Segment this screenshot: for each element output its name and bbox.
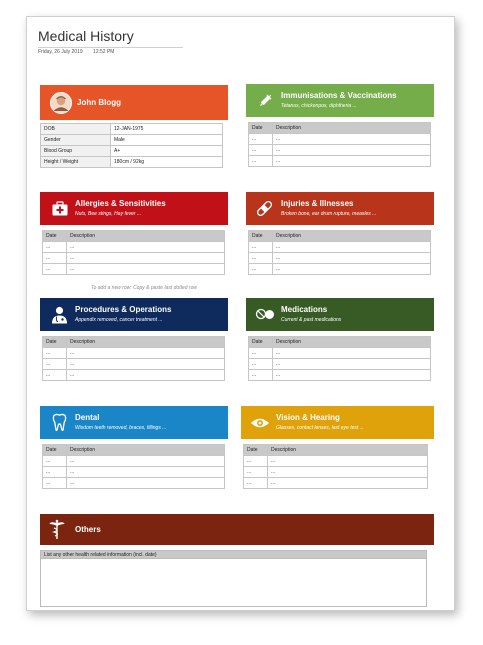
- table-row: [244, 456, 428, 467]
- date-header: Date: [244, 445, 268, 456]
- description-header: Description: [273, 231, 431, 242]
- immunisations-banner: [246, 84, 434, 117]
- table-header-row: [43, 445, 225, 456]
- date-header: Date: [43, 231, 67, 242]
- description-cell[interactable]: ...: [268, 478, 428, 489]
- allergies-banner: [40, 192, 228, 225]
- description-cell[interactable]: ...: [67, 242, 225, 253]
- table-row: [249, 242, 431, 253]
- vision-title: Vision & Hearing: [276, 413, 340, 422]
- description-cell[interactable]: ...: [67, 456, 225, 467]
- height-weight-value[interactable]: 180cm / 92kg: [111, 157, 223, 168]
- table-header-row: [43, 337, 225, 348]
- eye-icon: [250, 417, 270, 429]
- injuries-table: [248, 230, 431, 275]
- injuries-title: Injuries & Illnesses: [281, 199, 354, 208]
- table-row: [244, 478, 428, 489]
- table-header-row: [249, 337, 431, 348]
- table-row: [43, 253, 225, 264]
- table-row: [249, 145, 431, 156]
- date-line: [38, 49, 123, 55]
- description-cell[interactable]: ...: [273, 134, 431, 145]
- profile-row-height-weight: [41, 157, 223, 168]
- date-cell[interactable]: ...: [43, 467, 67, 478]
- injuries-banner: [246, 192, 434, 225]
- first-aid-icon: [52, 201, 68, 216]
- description-cell[interactable]: ...: [67, 467, 225, 478]
- allergies-subtitle: Nuts, Bee stings, Hay fever ...: [75, 211, 142, 217]
- date-cell[interactable]: ...: [244, 478, 268, 489]
- table-header-row: [249, 123, 431, 134]
- description-header: Description: [273, 123, 431, 134]
- medications-subtitle: Current & past medications: [281, 317, 342, 323]
- date-cell[interactable]: ...: [249, 370, 273, 381]
- avatar-icon: [50, 92, 72, 114]
- date-cell[interactable]: ...: [249, 242, 273, 253]
- gender-label: Gender: [41, 135, 111, 146]
- description-header: Description: [67, 231, 225, 242]
- dental-banner: [40, 406, 228, 439]
- description-cell[interactable]: ...: [273, 264, 431, 275]
- date-header: Date: [43, 337, 67, 348]
- description-header: Description: [67, 337, 225, 348]
- date-header: Date: [249, 337, 273, 348]
- date-cell[interactable]: ...: [249, 253, 273, 264]
- procedures-banner: [40, 298, 228, 331]
- description-cell[interactable]: ...: [273, 370, 431, 381]
- description-cell[interactable]: ...: [67, 253, 225, 264]
- description-cell[interactable]: ...: [67, 478, 225, 489]
- table-row: [43, 456, 225, 467]
- time-text: 12:52 PM: [93, 49, 115, 55]
- pills-icon: [255, 307, 275, 322]
- profile-row-gender: [41, 135, 223, 146]
- profile-banner: [40, 85, 228, 120]
- table-row: [43, 348, 225, 359]
- table-row: [249, 264, 431, 275]
- medications-banner: [246, 298, 434, 331]
- profile-name: John Blogg: [77, 98, 121, 107]
- description-cell[interactable]: ...: [273, 242, 431, 253]
- bandage-icon: [255, 199, 274, 218]
- profile-row-blood-group: [41, 146, 223, 157]
- caduceus-icon: [49, 519, 65, 540]
- medications-title: Medications: [281, 305, 328, 314]
- date-cell[interactable]: ...: [249, 145, 273, 156]
- date-header: Date: [249, 123, 273, 134]
- procedures-title: Procedures & Operations: [75, 305, 172, 314]
- others-text-area[interactable]: [40, 559, 427, 607]
- doctor-icon: [51, 306, 68, 324]
- date-cell[interactable]: ...: [249, 134, 273, 145]
- description-cell[interactable]: ...: [268, 467, 428, 478]
- profile-row-dob: [41, 124, 223, 135]
- others-prompt: List any other health related information (incl. date): [40, 550, 427, 559]
- dob-value[interactable]: 12-JAN-1975: [111, 124, 223, 135]
- description-cell[interactable]: ...: [273, 145, 431, 156]
- table-row: [43, 370, 225, 381]
- vision-subtitle: Glasses, contact lenses, last eye test ...: [276, 425, 364, 431]
- description-cell[interactable]: ...: [67, 359, 225, 370]
- profile-table: [40, 123, 223, 168]
- description-cell[interactable]: ...: [273, 359, 431, 370]
- tooth-icon: [52, 413, 67, 432]
- vision-table: [243, 444, 428, 489]
- document-page: [26, 16, 455, 611]
- description-cell[interactable]: ...: [273, 348, 431, 359]
- date-cell[interactable]: ...: [244, 456, 268, 467]
- vision-banner: [241, 406, 434, 439]
- table-header-row: [244, 445, 428, 456]
- date-cell[interactable]: ...: [43, 359, 67, 370]
- table-row: [43, 264, 225, 275]
- others-title: Others: [75, 525, 101, 534]
- dental-subtitle: Wisdom teeth removed, braces, fillings ...: [75, 425, 167, 431]
- table-row: [244, 467, 428, 478]
- page-title: Medical History: [38, 28, 134, 44]
- dob-label: DOB: [41, 124, 111, 135]
- table-row: [43, 359, 225, 370]
- gender-value[interactable]: Male: [111, 135, 223, 146]
- description-header: Description: [67, 445, 225, 456]
- procedures-subtitle: Appendix removed, cancer treatment ...: [75, 317, 163, 323]
- date-cell[interactable]: ...: [43, 264, 67, 275]
- table-header-row: [43, 231, 225, 242]
- date-cell[interactable]: ...: [43, 348, 67, 359]
- table-row: [43, 467, 225, 478]
- immunisations-table: [248, 122, 431, 167]
- table-row: [43, 478, 225, 489]
- immunisations-title: Immunisations & Vaccinations: [281, 91, 397, 100]
- medications-table: [248, 336, 431, 381]
- dental-title: Dental: [75, 413, 100, 422]
- date-cell[interactable]: ...: [43, 370, 67, 381]
- table-row: [249, 253, 431, 264]
- date-cell[interactable]: ...: [43, 253, 67, 264]
- description-header: Description: [273, 337, 431, 348]
- date-header: Date: [249, 231, 273, 242]
- syringe-icon: [256, 92, 274, 110]
- table-row: [249, 348, 431, 359]
- date-cell[interactable]: ...: [43, 478, 67, 489]
- date-cell[interactable]: ...: [249, 264, 273, 275]
- table-row: [249, 359, 431, 370]
- description-cell[interactable]: ...: [67, 370, 225, 381]
- dental-table: [42, 444, 225, 489]
- add-row-hint: To add a new row: Copy & paste last dotted row: [91, 285, 197, 291]
- description-cell[interactable]: ...: [273, 156, 431, 167]
- allergies-table: [42, 230, 225, 275]
- table-row: [249, 370, 431, 381]
- others-banner: [40, 514, 434, 545]
- immunisations-subtitle: Tetanus, chickenpox, diphtheria ...: [281, 103, 357, 109]
- procedures-table: [42, 336, 225, 381]
- table-row: [249, 156, 431, 167]
- date-cell[interactable]: ...: [43, 242, 67, 253]
- description-cell[interactable]: ...: [67, 348, 225, 359]
- title-divider: [38, 47, 183, 48]
- date-cell[interactable]: ...: [244, 467, 268, 478]
- date-text: Friday, 26 July 2019: [38, 49, 83, 55]
- description-cell[interactable]: ...: [67, 264, 225, 275]
- description-cell[interactable]: ...: [268, 456, 428, 467]
- table-row: [43, 242, 225, 253]
- description-cell[interactable]: ...: [273, 253, 431, 264]
- height-weight-label: Height / Weight: [41, 157, 111, 168]
- date-cell[interactable]: ...: [249, 348, 273, 359]
- table-header-row: [249, 231, 431, 242]
- description-header: Description: [268, 445, 428, 456]
- blood-group-label: Blood Group: [41, 146, 111, 157]
- date-header: Date: [43, 445, 67, 456]
- injuries-subtitle: Broken bone, ear drum rupture, measles ...: [281, 211, 377, 217]
- allergies-title: Allergies & Sensitivities: [75, 199, 166, 208]
- blood-group-value[interactable]: A+: [111, 146, 223, 157]
- table-row: [249, 134, 431, 145]
- date-cell[interactable]: ...: [43, 456, 67, 467]
- date-cell[interactable]: ...: [249, 359, 273, 370]
- date-cell[interactable]: ...: [249, 156, 273, 167]
